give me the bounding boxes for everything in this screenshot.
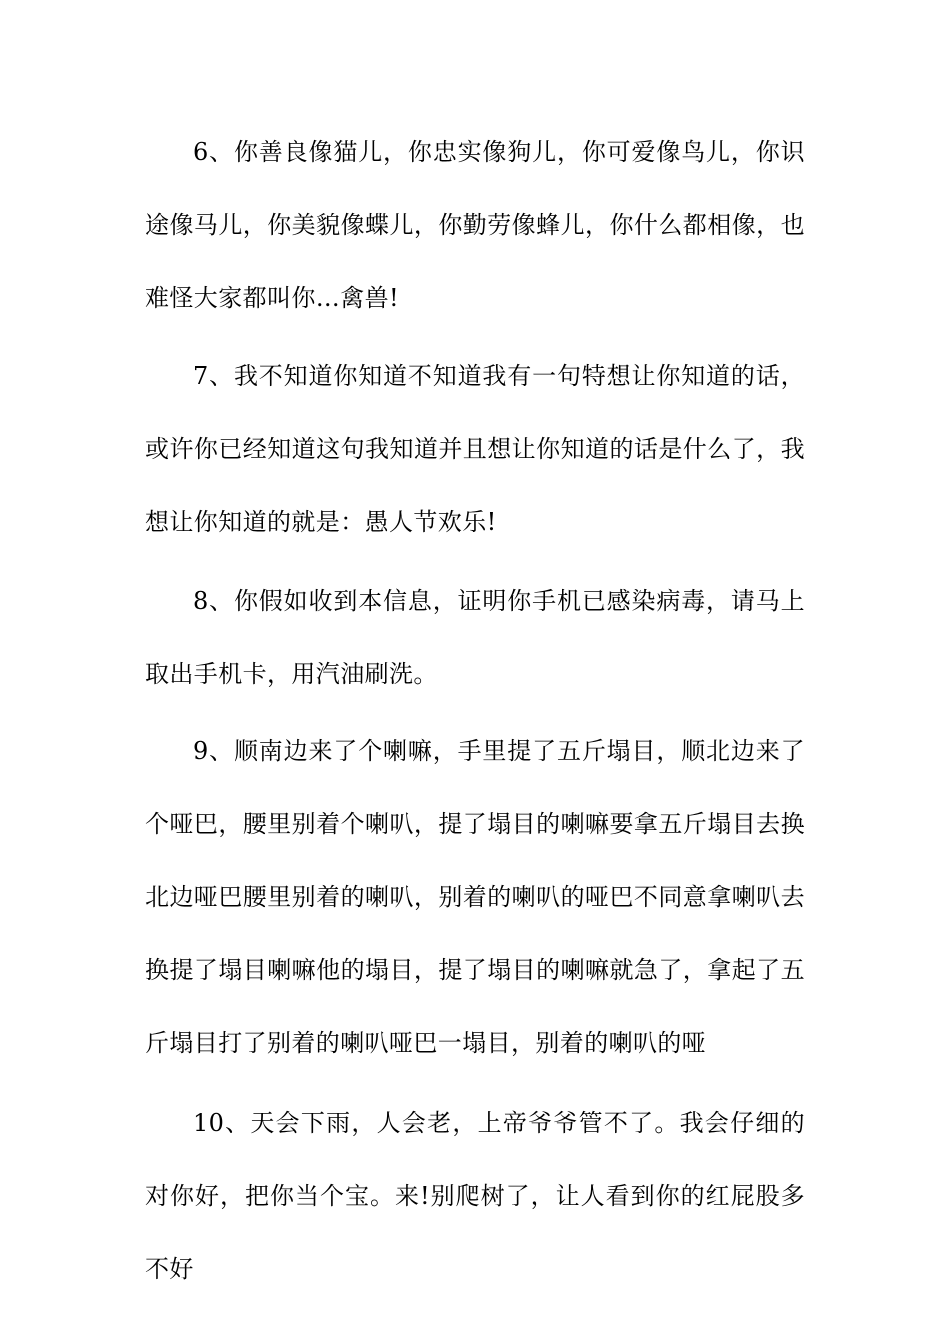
paragraph-9: 9、顺南边来了个喇嘛，手里提了五斤塌目，顺北边来了个哑巴，腰里别着个喇叭，提了塌目的喇嘛要拿五斤塌目去换北边哑巴腰里别着的喇叭，别着的喇叭的哑巴不同意拿喇叭去换提了塌目喇嘛他的塌目，提了塌目的喇嘛就急了，拿起了五斤塌目打了别着的喇叭哑巴一塌目，别着的喇叭的哑 <box>145 737 805 1057</box>
paragraph-8: 8、你假如收到本信息，证明你手机已感染病毒，请马上取出手机卡，用汽油刷洗。 <box>145 587 805 688</box>
paragraph-10: 10、天会下雨，人会老，上帝爷爷管不了。我会仔细的对你好，把你当个宝。来!别爬树了，让人看到你的红屁股多不好 <box>145 1109 805 1283</box>
paragraph-7: 7、我不知道你知道不知道我有一句特想让你知道的话，或许你已经知道这句我知道并且想让你知道的话是什么了，我想让你知道的就是：愚人节欢乐! <box>145 362 805 536</box>
paragraph-6: 6、你善良像猫儿，你忠实像狗儿，你可爱像鸟儿，你识途像马儿，你美貌像蝶儿，你勤劳像蜂儿，你什么都相像，也难怪大家都叫你…禽兽! <box>145 138 805 312</box>
